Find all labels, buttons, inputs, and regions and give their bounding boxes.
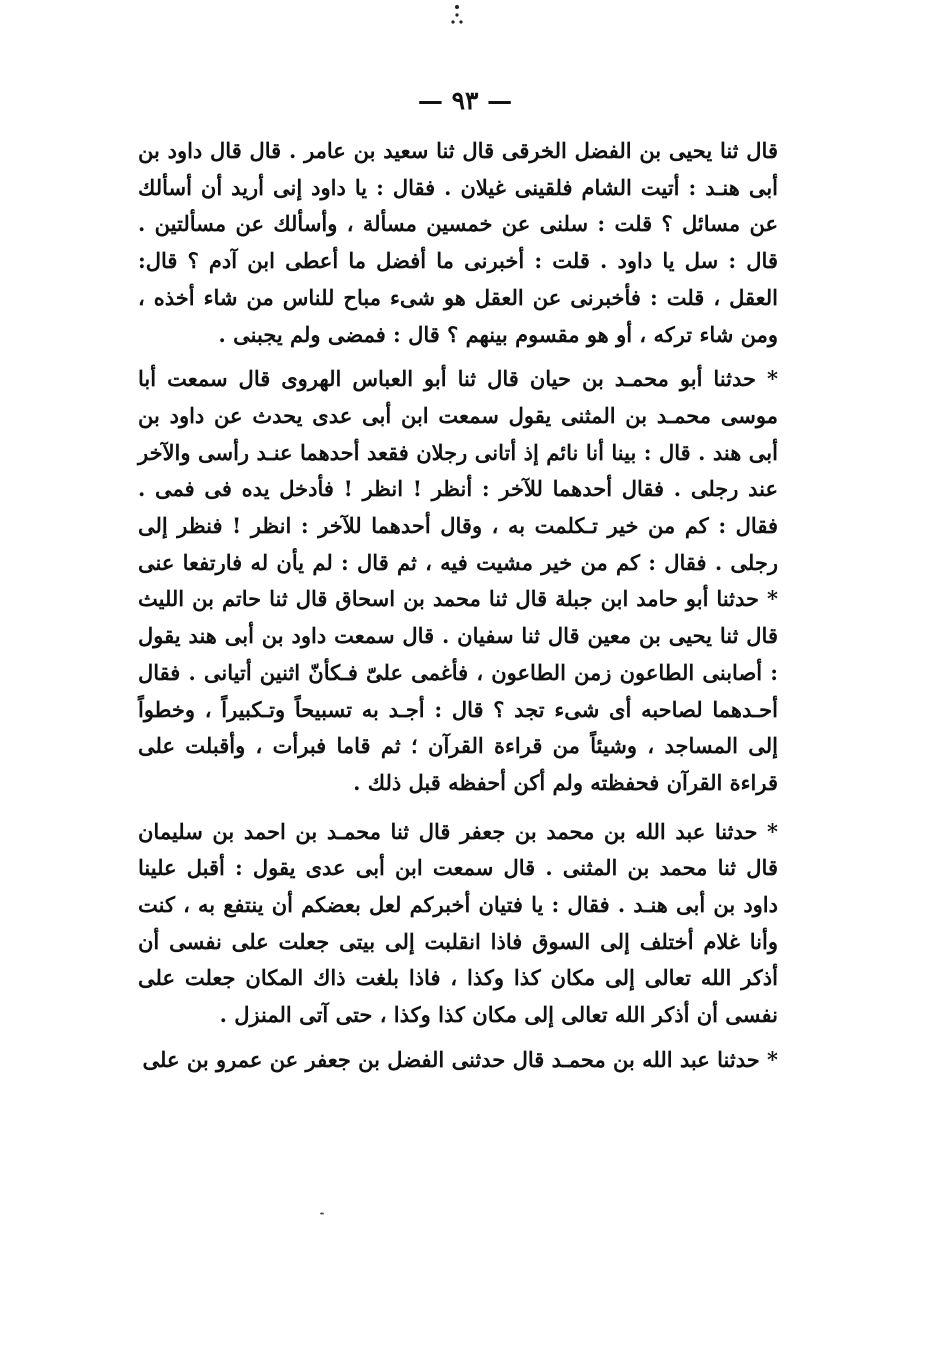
paragraph-4: * حدثنا عبد الله بن محمـد قال حدثنى الفضل بن جعفر عن عمرو بن على xyxy=(142,1046,778,1072)
body-text xyxy=(138,133,778,1079)
paragraph-3: * حدثنا عبد الله بن محمد بن جعفر قال ثنا محمـد بن احمد بن سليمان قال ثنا محمد بن المثنى . قال سمعت ابن أبى عدى يقول : أقبل علينا داود بن أبى هنـد . فقال : يا فتيان أخبركم لعل بعضكم أن ينتفع به ، كنت وأنا غلام أختلف إلى السوق فاذا انقلبت إلى بيتى جعلت على نفسى أن أذكر الله تعالى إلى مكان كذا وكذا ، فاذا بلغت ذاك المكان جعلت على نفسى أن أذكر الله تعالى إلى مكان كذا وكذا ، حتى آتى المنزل . xyxy=(138,818,778,1028)
paragraph-1: قال ثنا يحيى بن الفضل الخرقى قال ثنا سعيد بن عامر . قال قال داود بن أبى هنـد : أتيت الشام فلقينى غيلان . فقال : يا داود إنى أريد أن أسألك عن مسائل ؟ قلت : سلنى عن خمسين مسألة ، وأسألك عن مسألتين . قال : سل يا داود . قلت : أخبرنى ما أفضل ما أعطى ابن آدم ؟ قال: العقل ، قلت : فأخبرنى عن العقل هو شىء مباح للناس من شاء أخذه ، ومن شاء تركه ، أو هو مقسوم بينهم ؟ قال : فمضى ولم يجبنى . xyxy=(138,138,778,347)
page-number: — ٩٣ — xyxy=(417,86,513,115)
ink-speck xyxy=(320,1212,324,1215)
paragraph-2: * حدثنا أبو محمـد بن حيان قال ثنا أبو العباس الهروى قال سمعت أبا موسى محمـد بن المثنى يقول سمعت ابن أبى عدى يحدث عن داود بن أبى هند . قال : بينا أنا نائم إذ أتانى رجلان فقعد أحدهما عنـد رأسى والآخر عند رجلى . فقال أحدهما للآخر : أنظر ! انظر ! فأدخل يده فى فمى . فقال : كم من خير تـكلمت به ، وقال أحدهما للآخر : انظر ! فنظر إلى رجلى . فقال : كم من خير مشيت فيه ، ثم قال : لم يأن له فارتفعا عنى * حدثنا أبو حامد ابن جبلة قال ثنا محمد بن اسحاق قال ثنا حاتم بن الليث قال ثنا يحيى بن معين قال ثنا سفيان . قال سمعت داود بن أبى هند يقول : أصابنى الطاعون زمن الطاعون ، فأغمى علىّ فـكأنّ اثنين أتيانى . فقال أحـدهما لصاحبه أى شىء تجد ؟ قال : أجـد به تسبيحاً وتـكبيراً ، وخطواً إلى المساجد ، وشيئاً من قراءة القرآن ؛ ثم قاما فبرأت ، وأقبلت على قراءة القرآن فحفظته ولم أكن أحفظه قبل ذلك . xyxy=(138,366,778,795)
printer-mark-icon xyxy=(447,2,467,30)
